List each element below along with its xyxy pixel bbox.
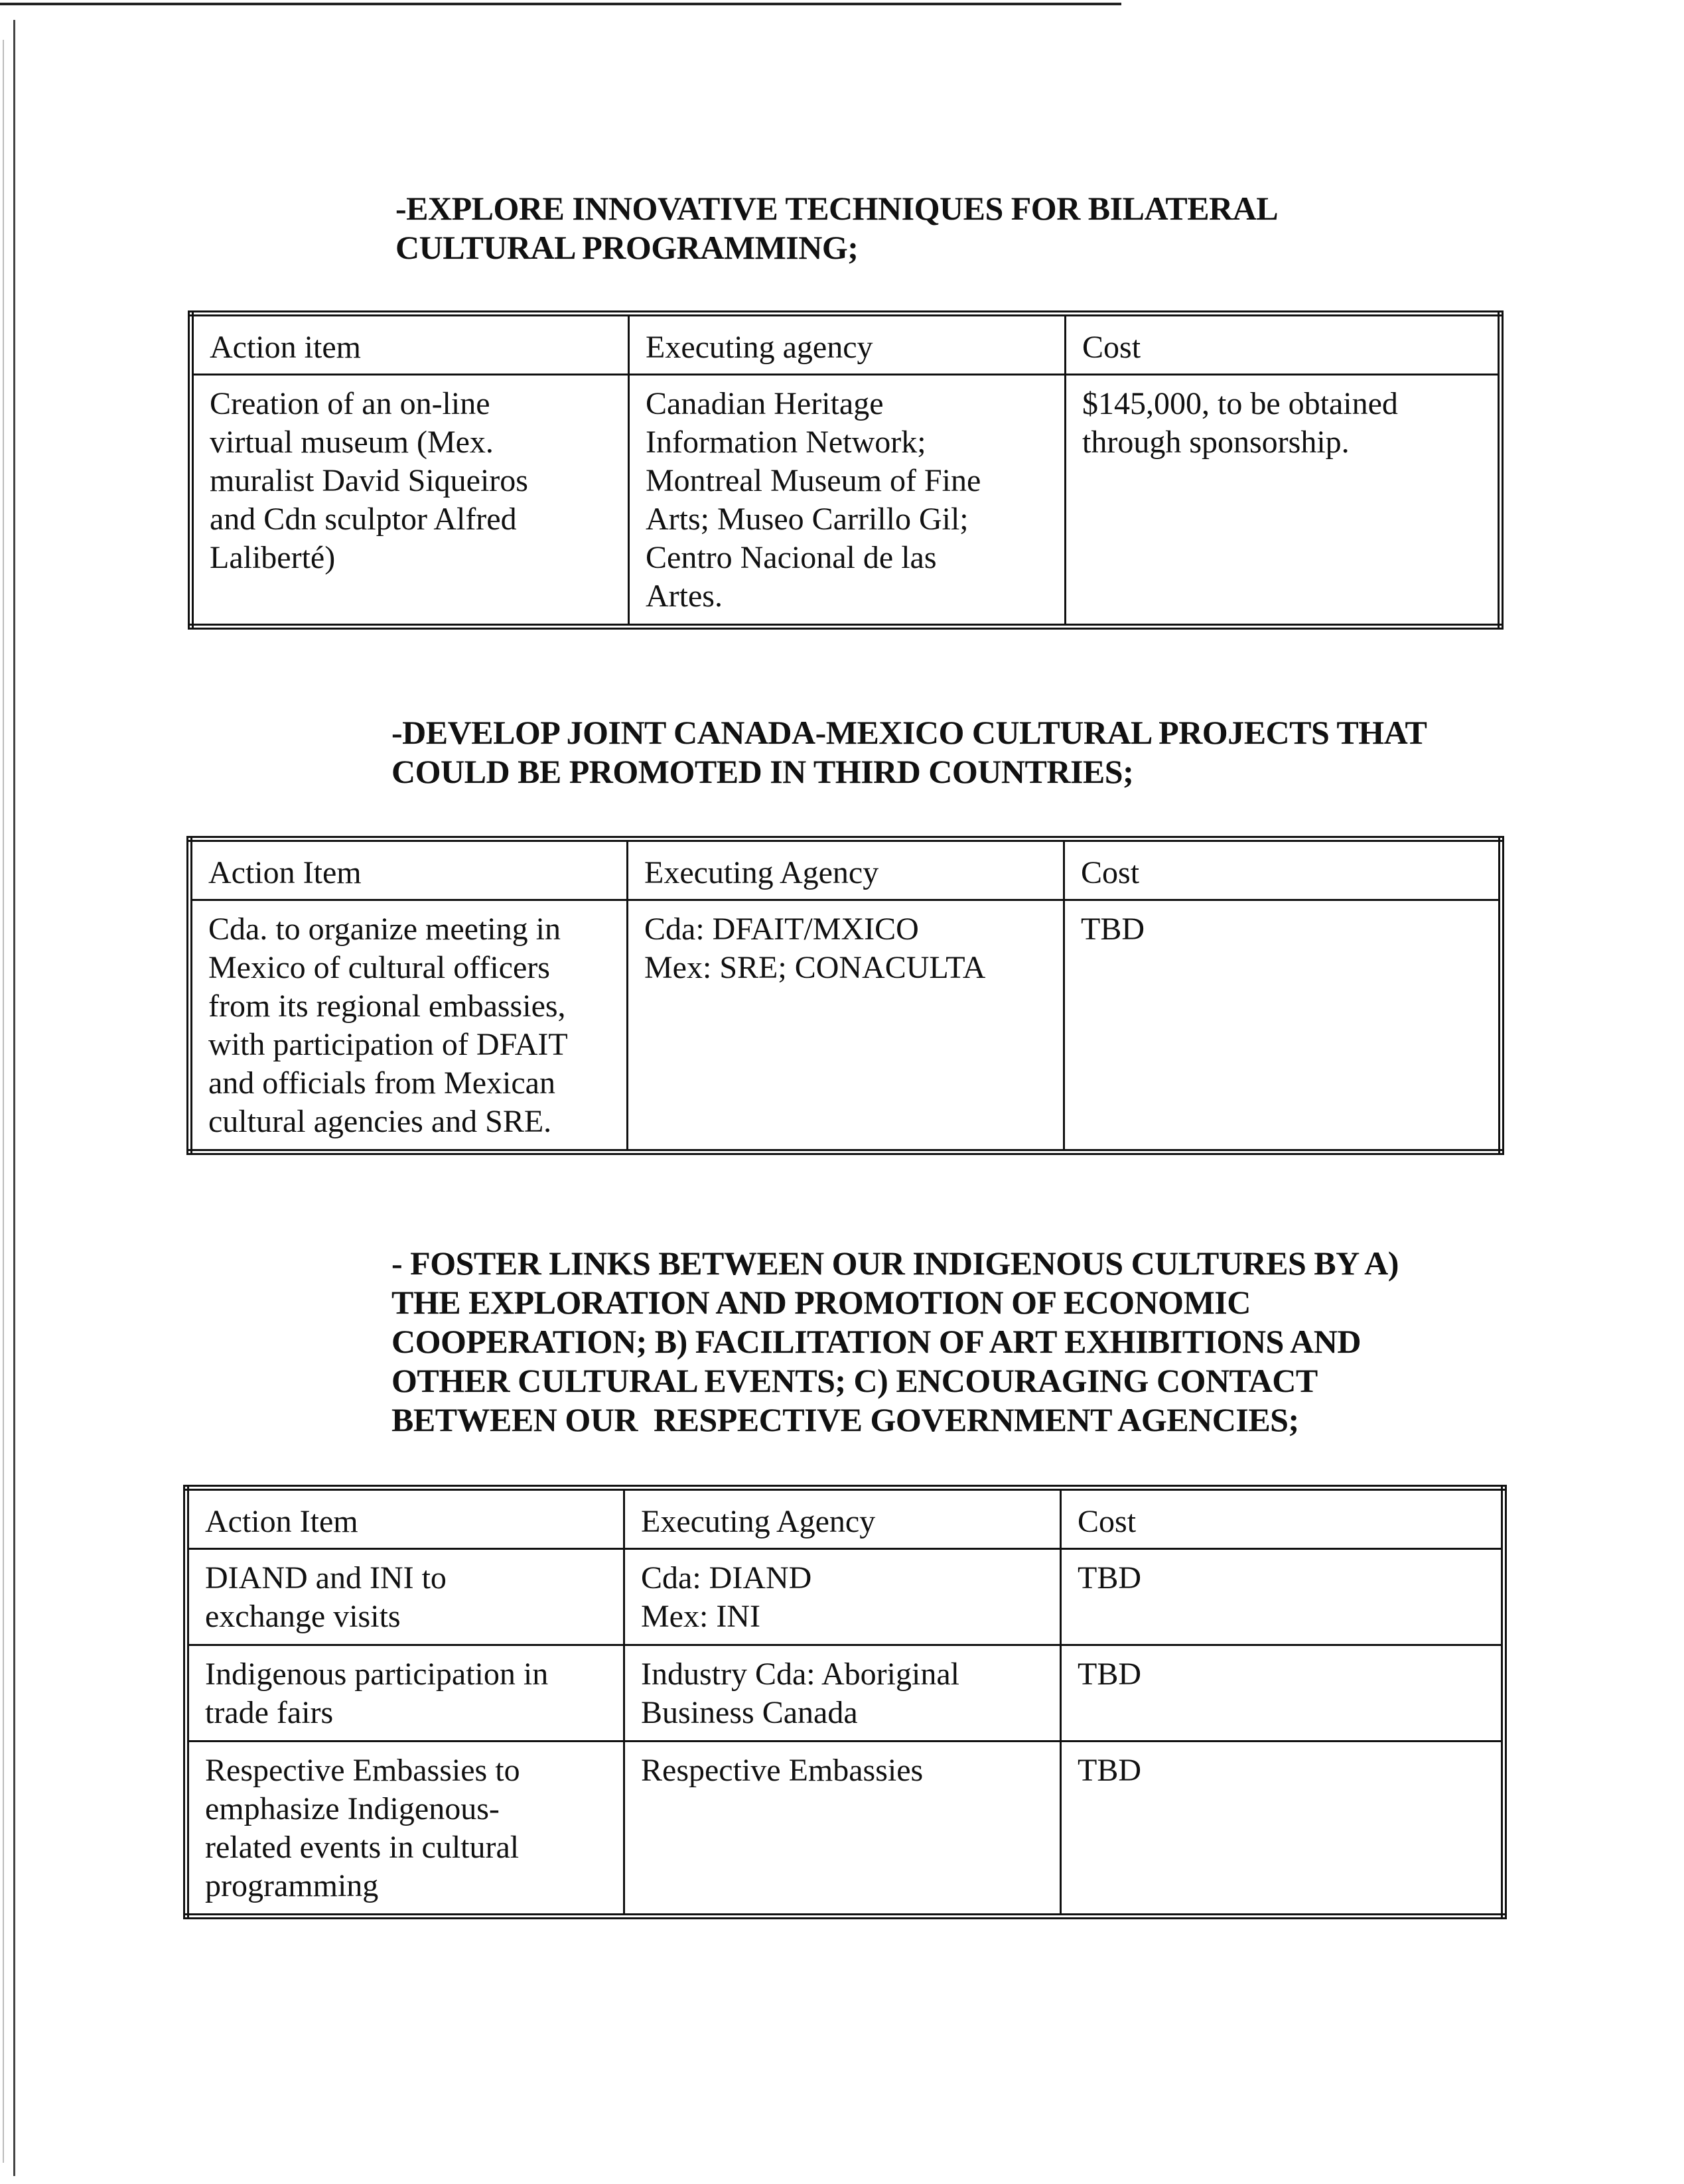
header-executing-agency: Executing Agency	[624, 1488, 1061, 1549]
action-table-3	[183, 1485, 1507, 1919]
cell-line: emphasize Indigenous-	[205, 1791, 500, 1826]
cell-line: and officials from Mexican	[208, 1065, 555, 1101]
heading-line: -DEVELOP JOINT CANADA-MEXICO CULTURAL PROJECTS THAT	[391, 714, 1427, 751]
heading-line: COOPERATION; B) FACILITATION OF ART EXHIBITIONS AND	[391, 1323, 1361, 1360]
action-cell	[186, 1741, 624, 1917]
cell-line: Mexico of cultural officers	[208, 950, 550, 985]
cell-line: Cda. to organize meeting in	[208, 912, 561, 947]
action-cell	[191, 375, 629, 627]
action-table-2	[186, 836, 1504, 1155]
cell-line: Arts; Museo Carrillo Gil;	[646, 502, 969, 537]
cell-line: Canadian Heritage	[646, 386, 884, 421]
agency-cell	[628, 900, 1064, 1152]
cell-line: TBD	[1081, 912, 1145, 947]
action-cell	[186, 1549, 624, 1645]
cell-line: cultural agencies and SRE.	[208, 1104, 552, 1139]
header-action-item: Action Item	[186, 1488, 624, 1549]
cell-line: TBD	[1078, 1560, 1141, 1596]
cell-line: DIAND and INI to	[205, 1560, 447, 1596]
table-header-row	[190, 839, 1502, 900]
header-cost: Cost	[1061, 1488, 1504, 1549]
heading-line: OTHER CULTURAL EVENTS; C) ENCOURAGING CONTACT	[391, 1362, 1318, 1399]
cell-line: with participation of DFAIT	[208, 1027, 568, 1062]
cell-line: Respective Embassies to	[205, 1753, 520, 1788]
cost-cell	[1064, 900, 1502, 1152]
header-action-item: Action Item	[190, 839, 628, 900]
table-header-row	[186, 1488, 1504, 1549]
scan-left-edge	[13, 20, 15, 2176]
cell-line: exchange visits	[205, 1599, 401, 1634]
cell-line: Respective Embassies	[641, 1753, 924, 1788]
cell-line: and Cdn sculptor Alfred	[210, 502, 517, 537]
scan-top-edge	[0, 3, 1121, 5]
heading-line: -EXPLORE INNOVATIVE TECHNIQUES FOR BILATERAL	[395, 190, 1279, 227]
cell-line: Information Network;	[646, 425, 926, 460]
cell-line: Creation of an on-line	[210, 386, 490, 421]
cell-line: Laliberté)	[210, 540, 336, 575]
cell-line: trade fairs	[205, 1695, 334, 1730]
cost-cell	[1061, 1741, 1504, 1917]
scan-left-shadow	[3, 40, 4, 2163]
agency-cell	[629, 375, 1066, 627]
cell-line: Cda: DIAND	[641, 1560, 812, 1596]
header-action-item: Action item	[191, 314, 629, 375]
header-cost: Cost	[1064, 839, 1502, 900]
cell-line: virtual museum (Mex.	[210, 425, 494, 460]
heading-line: BETWEEN OUR RESPECTIVE GOVERNMENT AGENCIES;	[391, 1401, 1299, 1438]
action-table-1	[188, 310, 1504, 630]
section-heading-1	[395, 189, 1278, 267]
action-cell	[190, 900, 628, 1152]
section-heading-2	[391, 713, 1427, 791]
cell-line: Industry Cda: Aboriginal	[641, 1657, 959, 1692]
header-executing-agency: Executing agency	[629, 314, 1066, 375]
cell-line: Mex: INI	[641, 1599, 760, 1634]
table-header-row	[191, 314, 1501, 375]
cell-line: related events in cultural	[205, 1830, 520, 1865]
table-row	[186, 1549, 1504, 1645]
agency-cell	[624, 1549, 1061, 1645]
cell-line: TBD	[1078, 1753, 1141, 1788]
cell-line: through sponsorship.	[1082, 425, 1350, 460]
cell-line: Business Canada	[641, 1695, 858, 1730]
cell-line: Artes.	[646, 579, 723, 614]
heading-line: COULD BE PROMOTED IN THIRD COUNTRIES;	[391, 753, 1134, 790]
header-executing-agency: Executing Agency	[628, 839, 1064, 900]
cost-cell	[1061, 1549, 1504, 1645]
section-heading-3	[391, 1244, 1399, 1440]
cell-line: Indigenous participation in	[205, 1657, 549, 1692]
cell-line: programming	[205, 1868, 379, 1903]
table-row	[191, 375, 1501, 627]
cell-line: $145,000, to be obtained	[1082, 386, 1398, 421]
cell-line: Montreal Museum of Fine	[646, 463, 981, 498]
cell-line: muralist David Siqueiros	[210, 463, 528, 498]
cell-line: Cda: DFAIT/MXICO	[644, 912, 919, 947]
cost-cell	[1066, 375, 1501, 627]
heading-line: - FOSTER LINKS BETWEEN OUR INDIGENOUS CULTURES BY A)	[391, 1245, 1399, 1282]
action-cell	[186, 1645, 624, 1741]
cell-line: from its regional embassies,	[208, 989, 566, 1024]
heading-line: THE EXPLORATION AND PROMOTION OF ECONOMIC	[391, 1284, 1251, 1321]
header-cost: Cost	[1066, 314, 1501, 375]
agency-cell	[624, 1741, 1061, 1917]
cell-line: Centro Nacional de las	[646, 540, 937, 575]
table-row	[190, 900, 1502, 1152]
cost-cell	[1061, 1645, 1504, 1741]
table-row	[186, 1741, 1504, 1917]
cell-line: Mex: SRE; CONACULTA	[644, 950, 986, 985]
cell-line: TBD	[1078, 1657, 1141, 1692]
agency-cell	[624, 1645, 1061, 1741]
heading-line: CULTURAL PROGRAMMING;	[395, 229, 859, 266]
table-row	[186, 1645, 1504, 1741]
